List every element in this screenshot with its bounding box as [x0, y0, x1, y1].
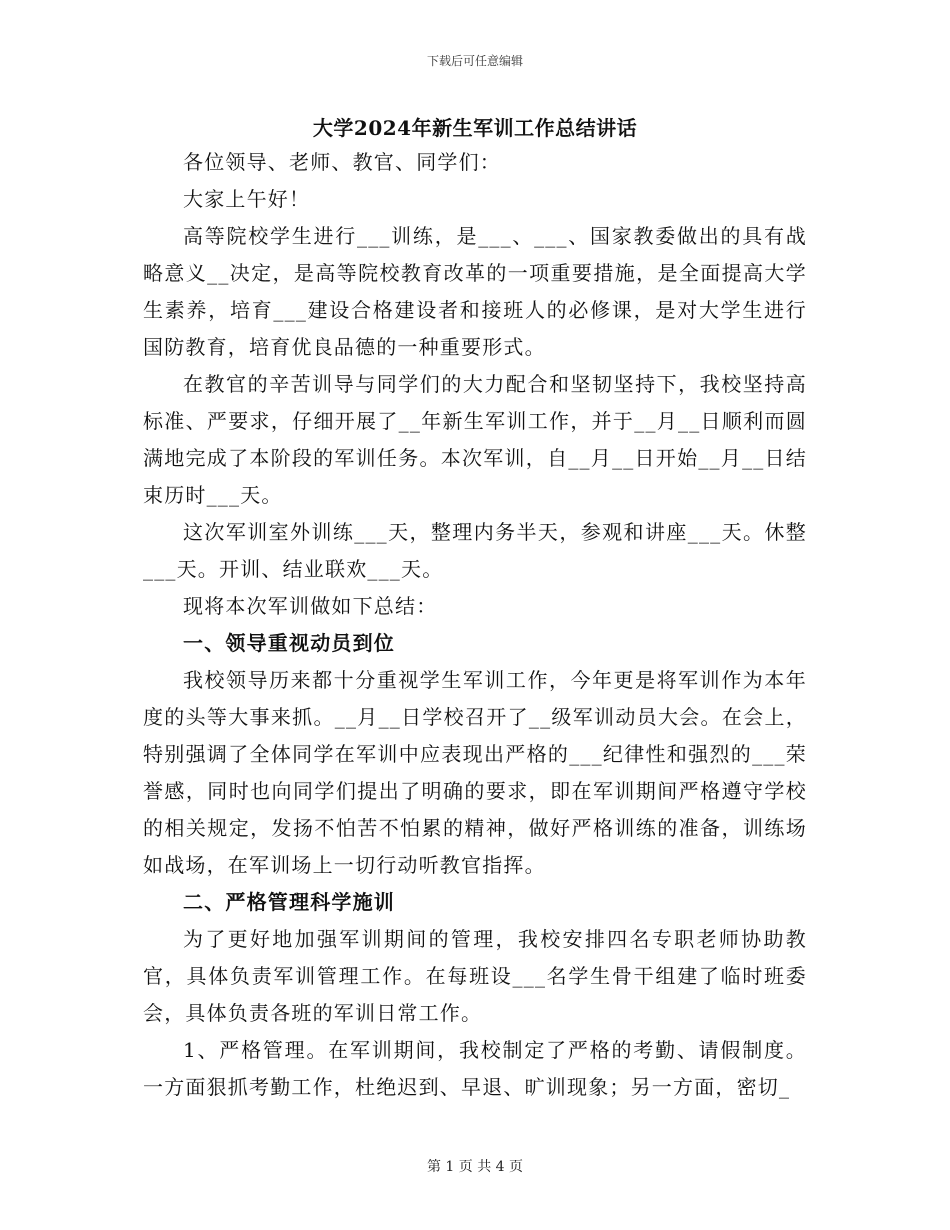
paragraph-4: 现将本次军训做如下总结：: [183, 594, 438, 618]
document-title: 大学2024年新生军训工作总结讲话: [312, 116, 638, 140]
paragraph-2: 在教官的辛苦训导与同学们的大力配合和坚韧坚持下，我校坚持高标准、严要求，仔细开展了__年新生军训工作，并于__月__日顺利而圆满地完成了本阶段的军训任务。本次军训，自__月__日开始__月__日结束历时___天。: [143, 372, 807, 507]
paragraph-6: 为了更好地加强军训期间的管理，我校安排四名专职老师协助教官，具体负责军训管理工作。在每班设___名学生骨干组建了临时班委会，具体负责各班的军训日常工作。: [143, 927, 807, 1025]
paragraph-1: 高等院校学生进行___训练，是___、___、国家教委做出的具有战略意义__决定，是高等院校教育改革的一项重要措施，是全面提高大学生素养，培育___建设合格建设者和接班人的必修课，是对大学生进行国防教育，培育优良品德的一种重要形式。: [143, 224, 807, 359]
salutation-paragraph: 大家上午好！: [183, 187, 311, 211]
greeting-paragraph: 各位领导、老师、教官、同学们：: [183, 150, 501, 174]
page-number-footer: 第 1 页 共 4 页: [426, 1159, 524, 1175]
paragraph-3: 这次军训室外训练___天，整理内务半天，参观和讲座___天。休整___天。开训、结业联欢___天。: [143, 520, 807, 581]
section-heading-1: 一、领导重视动员到位: [183, 631, 395, 655]
header-note: 下载后可任意编辑: [426, 54, 523, 68]
paragraph-5: 我校领导历来都十分重视学生军训工作，今年更是将军训作为本年度的头等大事来抓。__月__日学校召开了__级军训动员大会。在会上，特别强调了全体同学在军训中应表现出严格的___纪律性和强烈的___荣誉感，同时也向同学们提出了明确的要求，即在军训期间严格遵守学校的相关规定，发扬不怕苦不怕累的精神，做好严格训练的准备，训练场如战场，在军训场上一切行动听教官指挥。: [143, 668, 807, 877]
document-body: [143, 144, 807, 1106]
section-heading-2: 二、严格管理科学施训: [183, 890, 395, 914]
paragraph-7: 1、严格管理。在军训期间，我校制定了严格的考勤、请假制度。一方面狠抓考勤工作，杜绝迟到、早退、旷训现象；另一方面，密切_: [143, 1038, 807, 1099]
